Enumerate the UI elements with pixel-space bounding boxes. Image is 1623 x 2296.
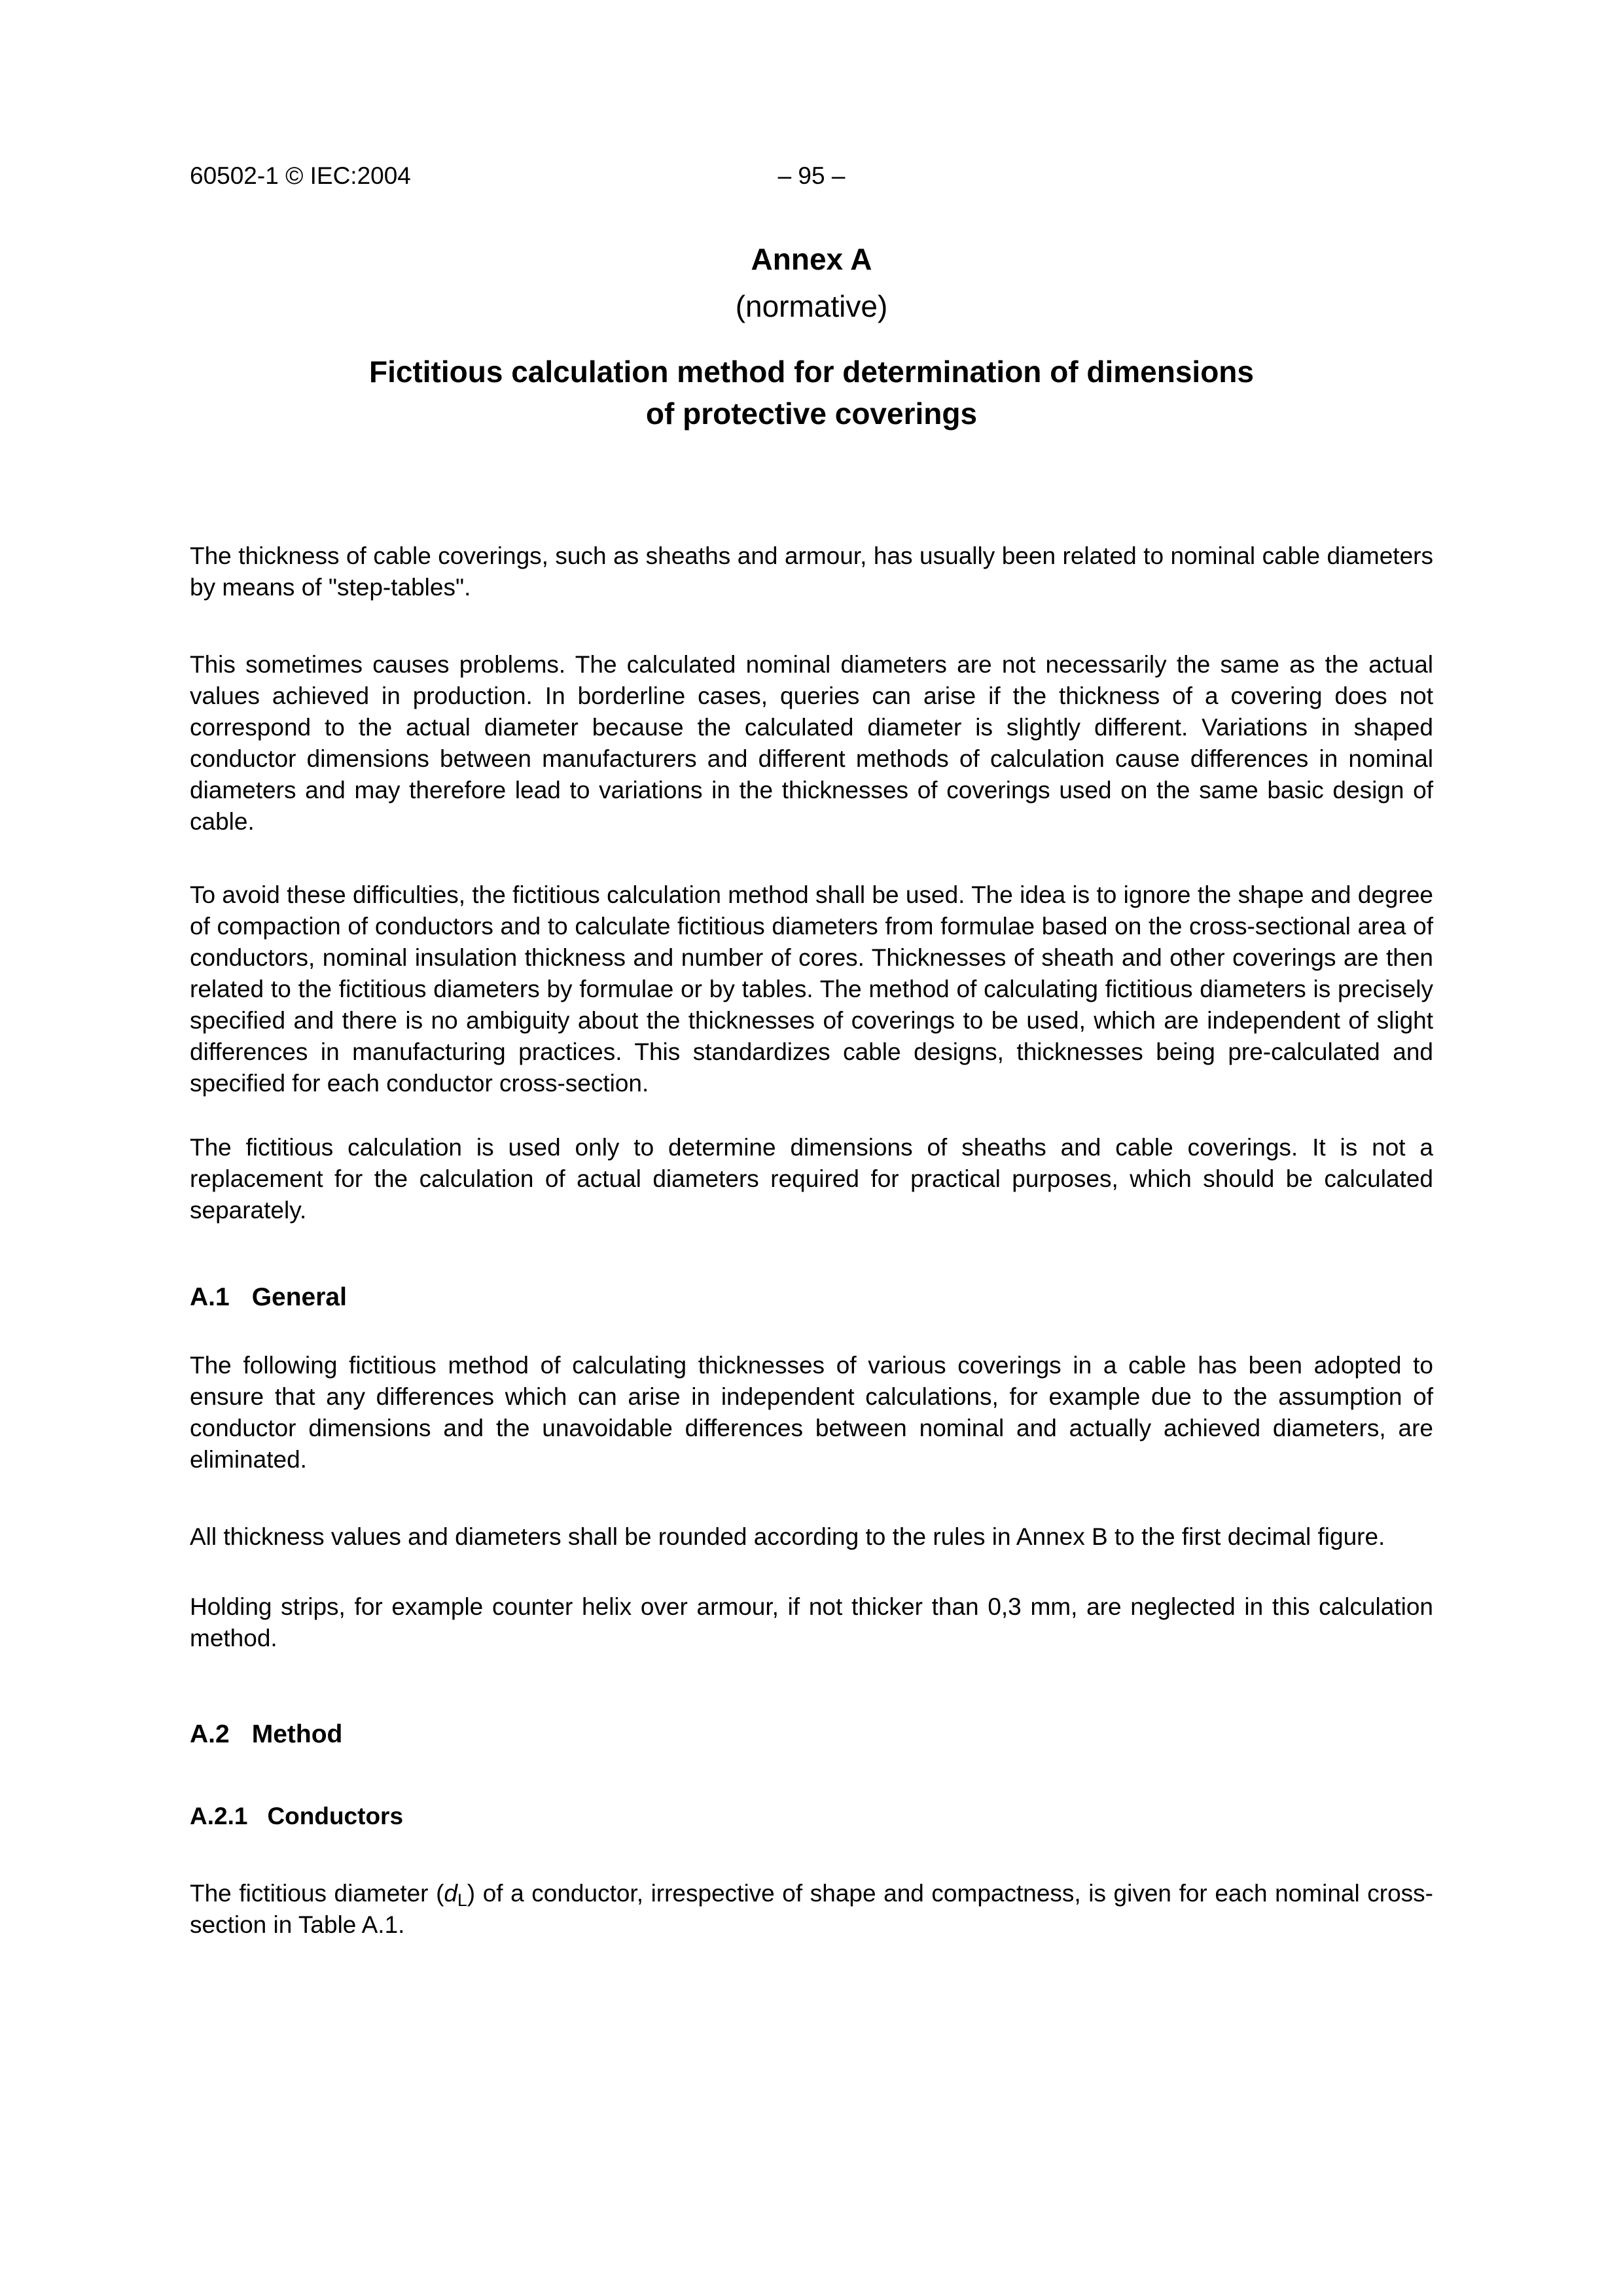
annex-title (190, 351, 1433, 434)
intro-paragraph-1: The thickness of cable coverings, such as sheaths and armour, has usually been related to nominal cable diameters by means of "step-tables". (190, 542, 1433, 601)
annex-title-line-2: of protective coverings (645, 397, 978, 431)
annex-normative-label: (normative) (735, 289, 888, 323)
annex-heading: Annex A (751, 242, 872, 276)
section-heading-a1 (190, 1282, 1433, 1313)
section-a1-number: A.1 (190, 1283, 230, 1311)
section-heading-a2 (190, 1719, 1433, 1750)
fictitious-diameter-symbol: d (444, 1880, 457, 1907)
page-header (190, 160, 1433, 192)
fictitious-diameter-subscript: L (457, 1890, 467, 1910)
section-a1-paragraph-1: The following fictitious method of calculating thicknesses of various coverings in a cable has been adopted to ensure that any differences which can arise in independent calculations, for example due to the assumption of conductor dimensions and the unavoidable differences between nominal and actually achieved diameters, are eliminated. (190, 1352, 1433, 1473)
annex-title-line-1: Fictitious calculation method for determination of dimensions (369, 355, 1254, 389)
section-a21-title: Conductors (267, 1803, 404, 1829)
conductor-paragraph-text-after: ) of a conductor, irrespective of shape and compactness, is given for each nominal cross-section in Table A.1. (190, 1880, 1433, 1938)
intro-paragraph-2: This sometimes causes problems. The calculated nominal diameters are not necessarily the same as the actual values achieved in production. In borderline cases, queries can arise if the thickness of a covering does not correspond to the actual diameter because the calculated diameter is slightly different. Variations in shaped conductor dimensions between manufacturers and different methods of calculation cause differences in nominal diameters and may therefore lead to variations in the thicknesses of coverings used on the same basic design of cable. (190, 651, 1433, 835)
page-number: – 95 – (777, 162, 846, 189)
section-a1-paragraph-3: Holding strips, for example counter helix over armour, if not thicker than 0,3 mm, are neglected in this calculation method. (190, 1593, 1433, 1651)
conductor-paragraph-text-before: The fictitious diameter ( (190, 1880, 444, 1907)
section-a21-paragraph-1 (190, 1878, 1433, 1941)
section-a1-title: General (251, 1283, 347, 1311)
intro-paragraph-4: The fictitious calculation is used only to determine dimensions of sheaths and cable coverings. It is not a replacement for the calculation of actual diameters required for practical purposes, which should be calculated separately. (190, 1134, 1433, 1224)
document-reference: 60502-1 © IEC:2004 (190, 162, 411, 189)
intro-paragraph-3: To avoid these difficulties, the fictitious calculation method shall be used. The idea is to ignore the shape and degree of compaction of conductors and to calculate fictitious diameters from formulae based on the cross-sectional area of conductors, nominal insulation thickness and number of cores. Thicknesses of sheath and other coverings are then related to the fictitious diameters by formulae or by tables. The method of calculating fictitious diameters is precisely specified and there is no ambiguity about the thicknesses of coverings to be used, which are independent of slight differences in manufacturing practices. This standardizes cable designs, thicknesses being pre-calculated and specified for each conductor cross-section. (190, 881, 1433, 1097)
section-heading-a21 (190, 1801, 1433, 1832)
section-a2-number: A.2 (190, 1720, 230, 1748)
section-a1-paragraph-2: All thickness values and diameters shall be rounded according to the rules in Annex B to the first decimal figure. (190, 1523, 1385, 1550)
section-a2-title: Method (251, 1720, 343, 1748)
section-a21-number: A.2.1 (190, 1803, 248, 1829)
